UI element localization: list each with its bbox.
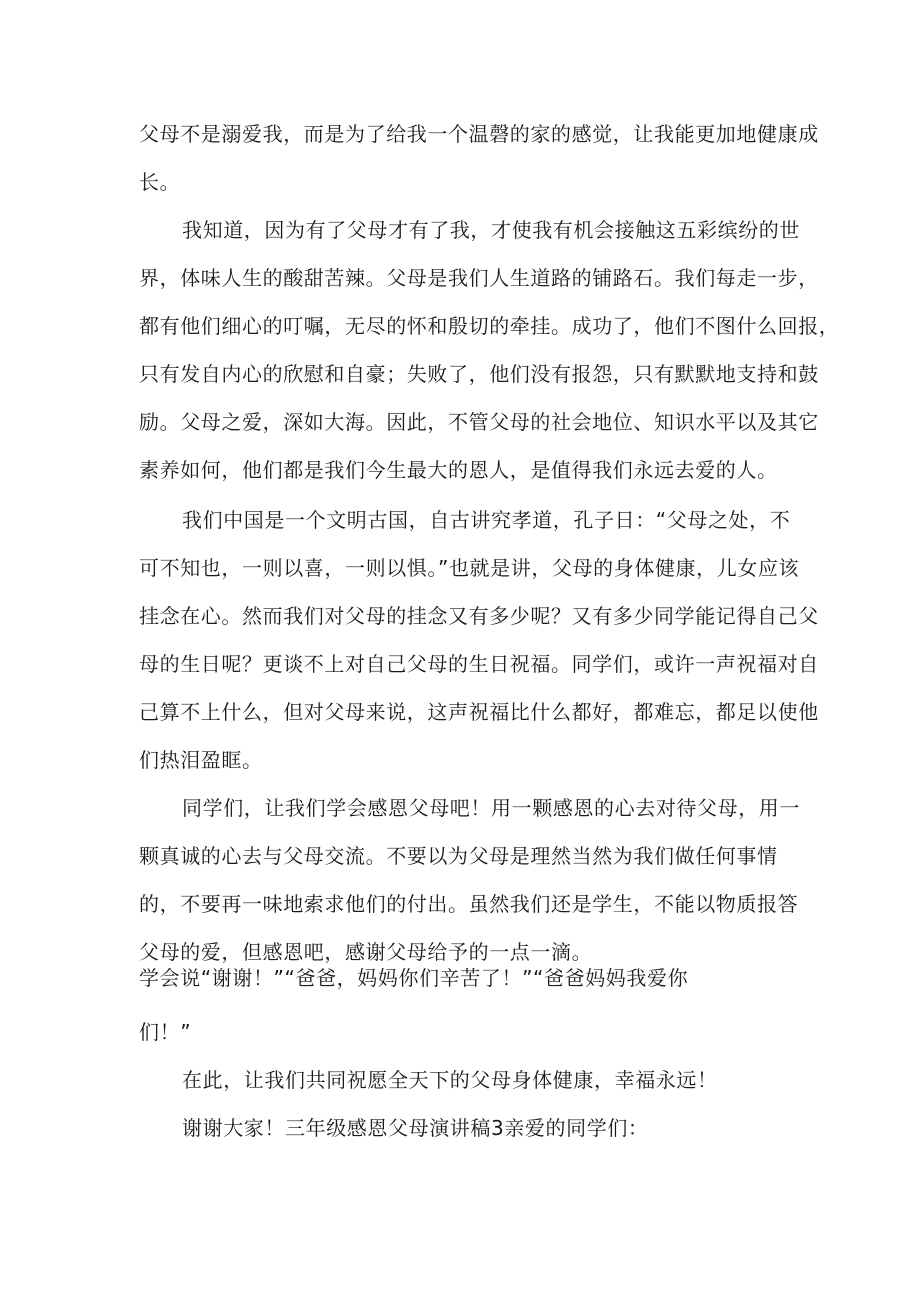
paragraph-line: 们热泪盈眶。	[139, 748, 263, 772]
paragraph-line: 我知道，因为有了父母才有了我，才使我有机会接触这五彩缤纷的世	[182, 218, 800, 242]
paragraph-line: 父母不是溺爱我，而是为了给我一个温磬的家的感觉，让我能更加地健康成	[139, 122, 819, 146]
paragraph-line: 父母的爱，但感恩吧，感谢父母给予的一点一滴。	[139, 940, 593, 964]
paragraph-line: 素养如何，他们都是我们今生最大的恩人，是值得我们永远去爱的人。	[139, 458, 778, 482]
paragraph-line: 的，不要再一味地索求他们的付出。虽然我们还是学生，不能以物质报答	[139, 892, 799, 916]
paragraph-line: 己算不上什么，但对父母来说，这声祝福比什么都好，都难忘，都足以使他	[139, 700, 819, 724]
paragraph-line: 可不知也，一则以喜，一则以惧。”也就是讲，父母的身体健康，儿女应该	[139, 556, 800, 580]
paragraph-line: 我们中国是一个文明古国，自古讲究孝道，孔子日：“父母之处，不	[182, 508, 791, 532]
paragraph-line: 同学们，让我们学会感恩父母吧！用一颗感恩的心去对待父母，用一	[182, 796, 800, 820]
paragraph-line: 励。父母之爱，深如大海。因此，不管父母的社会地位、知识水平以及其它	[139, 410, 819, 434]
paragraph-line: 颗真诚的心去与父母交流。不要以为父母是理然当然为我们做任何事情	[139, 844, 778, 868]
paragraph-line: 长。	[139, 170, 181, 194]
paragraph-line: 们！”	[139, 1020, 192, 1044]
paragraph-line: 母的生日呢？更谈不上对自己父母的生日祝福。同学们，或许一声祝福对自	[139, 652, 819, 676]
paragraph-line: 学会说“谢谢！”“爸爸，妈妈你们辛苦了！”“爸爸妈妈我爱你	[139, 966, 689, 990]
paragraph-line: 在此，让我们共同祝愿全天下的父母身体健康，幸福永远！	[182, 1068, 718, 1092]
paragraph-line: 界，体味人生的酸甜苦辣。父母是我们人生道路的铺路石。我们每走一步，	[139, 266, 819, 290]
paragraph-line: 都有他们细心的叮嘱，无尽的怀和殷切的牵挂。成功了，他们不图什么回报，	[139, 314, 840, 338]
paragraph-line: 只有发自内心的欣慰和自豪；失败了，他们没有报怨，只有默默地支持和鼓	[139, 362, 819, 386]
paragraph-line: 挂念在心。然而我们对父母的挂念又有多少呢？又有多少同学能记得自己父	[139, 604, 819, 628]
paragraph-line: 谢谢大家！三年级感恩父母演讲稿3亲爱的同学们：	[182, 1116, 649, 1140]
